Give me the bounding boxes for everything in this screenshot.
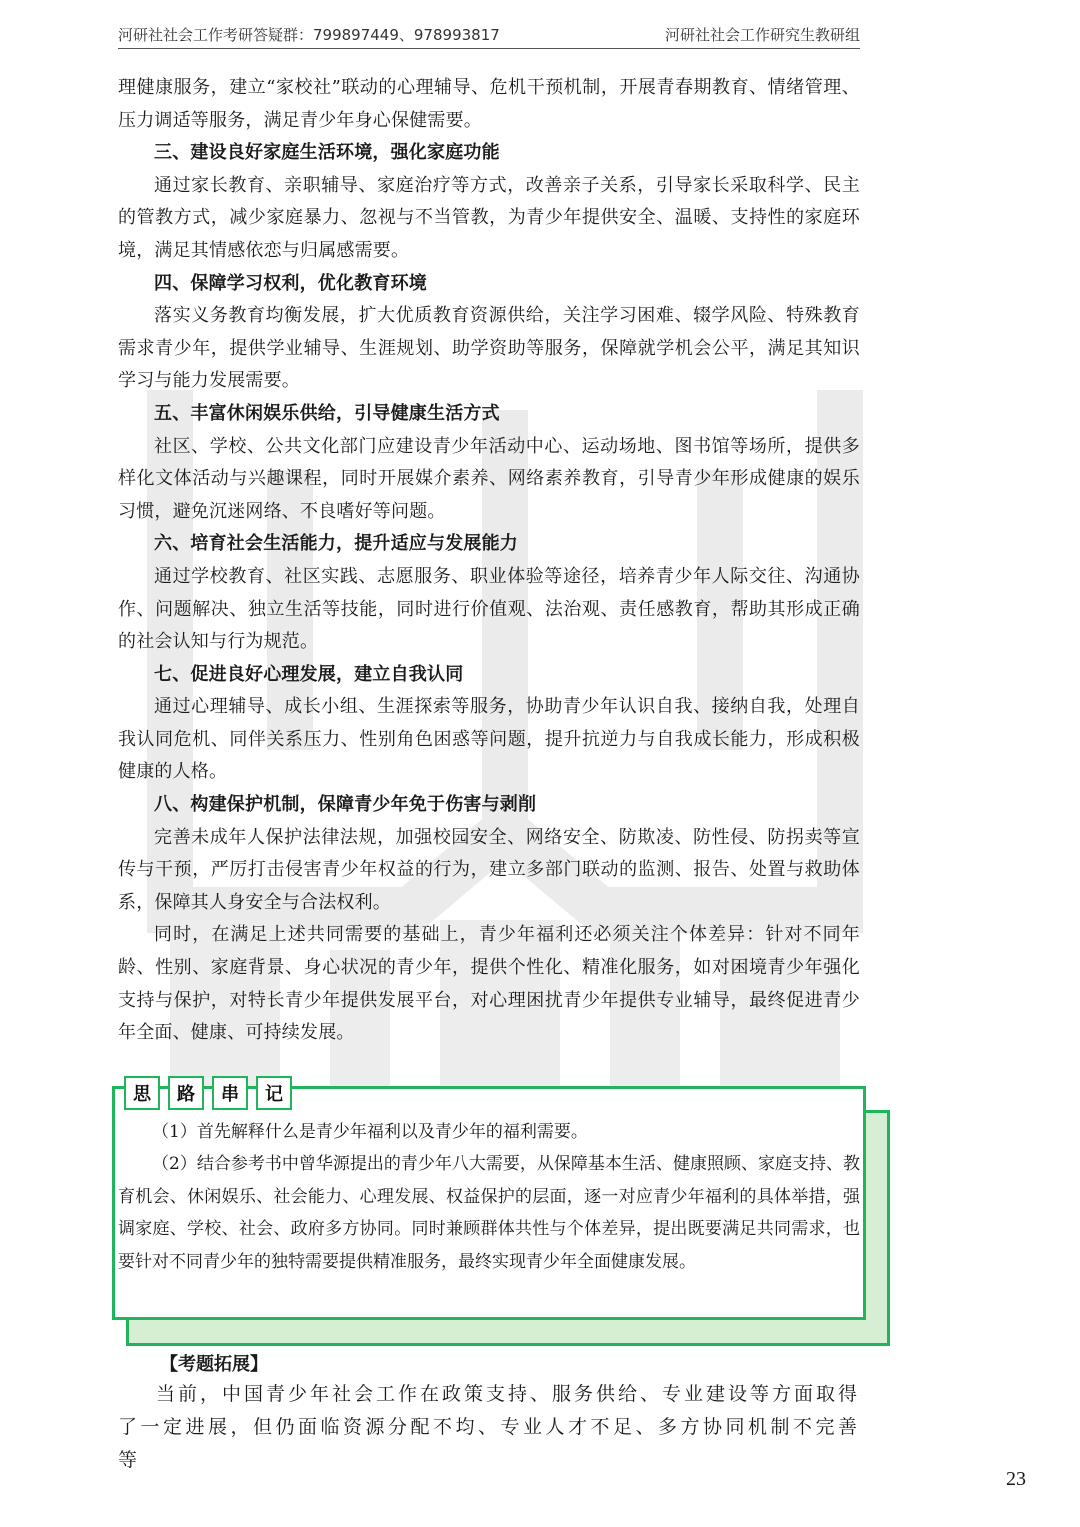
extension-body [118, 1378, 860, 1477]
paragraph: 通过心理辅导、成长小组、生涯探索等服务，协助青少年认识自我、接纳自我，处理自我认同危机、同伴关系压力、性别角色困惑等问题，提升抗逆力与自我成长能力，形成积极健康的人格。 [118, 696, 860, 783]
section-heading-7: 七、促进良好心理发展，建立自我认同 [154, 663, 464, 685]
section-heading-6: 六、培育社会生活能力，提升适应与发展能力 [154, 533, 518, 555]
callout-tab: 思 [124, 1076, 160, 1110]
paragraph: 通过家长教育、亲职辅导、家庭治疗等方式，改善亲子关系，引导家长采取科学、民主的管教方式，减少家庭暴力、忽视与不当管教，为青少年提供安全、温暖、支持性的家庭环境，满足其情感依恋与归属感需要。 [118, 174, 860, 261]
page-number: 23 [1006, 1468, 1026, 1490]
callout-tab: 串 [212, 1076, 248, 1110]
callout-content [118, 1116, 860, 1278]
paragraph-continued: 理健康服务，建立“家校社”联动的心理辅导、危机干预机制，开展青春期教育、情绪管理、压力调适等服务，满足青少年身心保健需要。 [118, 77, 860, 131]
header-left-text: 河研社社会工作考研答疑群：799897449、978993817 [118, 26, 500, 44]
extension-title: 【考题拓展】 [160, 1354, 268, 1375]
paragraph: 落实义务教育均衡发展，扩大优质教育资源供给，关注学习困难、辍学风险、特殊教育需求青少年，提供学业辅导、生涯规划、助学资助等服务，保障就学机会公平，满足其知识学习与能力发展需要。 [118, 305, 860, 392]
main-body [118, 72, 860, 1050]
paragraph-summary: 同时，在满足上述共同需要的基础上，青少年福利还必须关注个体差异：针对不同年龄、性别、家庭背景、身心状况的青少年，提供个性化、精准化服务，如对困境青少年强化支持与保护，对特长青少年提供发展平台，对心理困扰青少年提供专业辅导，最终促进青少年全面、健康、可持续发展。 [118, 924, 860, 1044]
section-heading-5: 五、丰富休闲娱乐供给，引导健康生活方式 [154, 402, 500, 424]
page-header [118, 20, 860, 49]
callout-tabs [124, 1076, 292, 1110]
callout-tab: 路 [168, 1076, 204, 1110]
header-right-text: 河研社社会工作研究生教研组 [664, 26, 860, 44]
paragraph: 社区、学校、公共文化部门应建设青少年活动中心、运动场地、图书馆等场所，提供多样化文体活动与兴趣课程，同时开展媒介素养、网络素养教育，引导青少年形成健康的娱乐习惯，避免沉迷网络、不良嗜好等问题。 [118, 435, 860, 522]
extension-paragraph: 当前，中国青少年社会工作在政策支持、服务供给、专业建设等方面取得了一定进展，但仍面临资源分配不均、专业人才不足、多方协同机制不完善等 [118, 1383, 861, 1471]
paragraph: 通过学校教育、社区实践、志愿服务、职业体验等途径，培养青少年人际交往、沟通协作、问题解决、独立生活等技能，同时进行价值观、法治观、责任感教育，帮助其形成正确的社会认知与行为规范。 [118, 565, 860, 653]
callout-paragraph: （1）首先解释什么是青少年福利以及青少年的福利需要。 [152, 1122, 588, 1142]
callout-tab: 记 [256, 1076, 292, 1110]
callout-paragraph: （2）结合参考书中曾华源提出的青少年八大需要，从保障基本生活、健康照顾、家庭支持、教育机会、休闲娱乐、社会能力、心理发展、权益保护的层面，逐一对应青少年福利的具体举措，强调家庭、学校、社会、政府多方协同。同时兼顾群体共性与个体差异，提出既要满足共同需求，也要针对不同青少年的独特需要提供精准服务，最终实现青少年全面健康发展。 [118, 1154, 860, 1272]
section-heading-8: 八、构建保护机制，保障青少年免于伤害与剥削 [154, 794, 537, 816]
section-heading-3: 三、建设良好家庭生活环境，强化家庭功能 [154, 142, 500, 164]
section-heading-4: 四、保障学习权利，优化教育环境 [154, 272, 427, 294]
paragraph: 完善未成年人保护法律法规，加强校园安全、网络安全、防欺凌、防性侵、防拐卖等宣传与干预，严厉打击侵害青少年权益的行为，建立多部门联动的监测、报告、处置与救助体系，保障其人身安全与合法权利。 [118, 826, 860, 913]
